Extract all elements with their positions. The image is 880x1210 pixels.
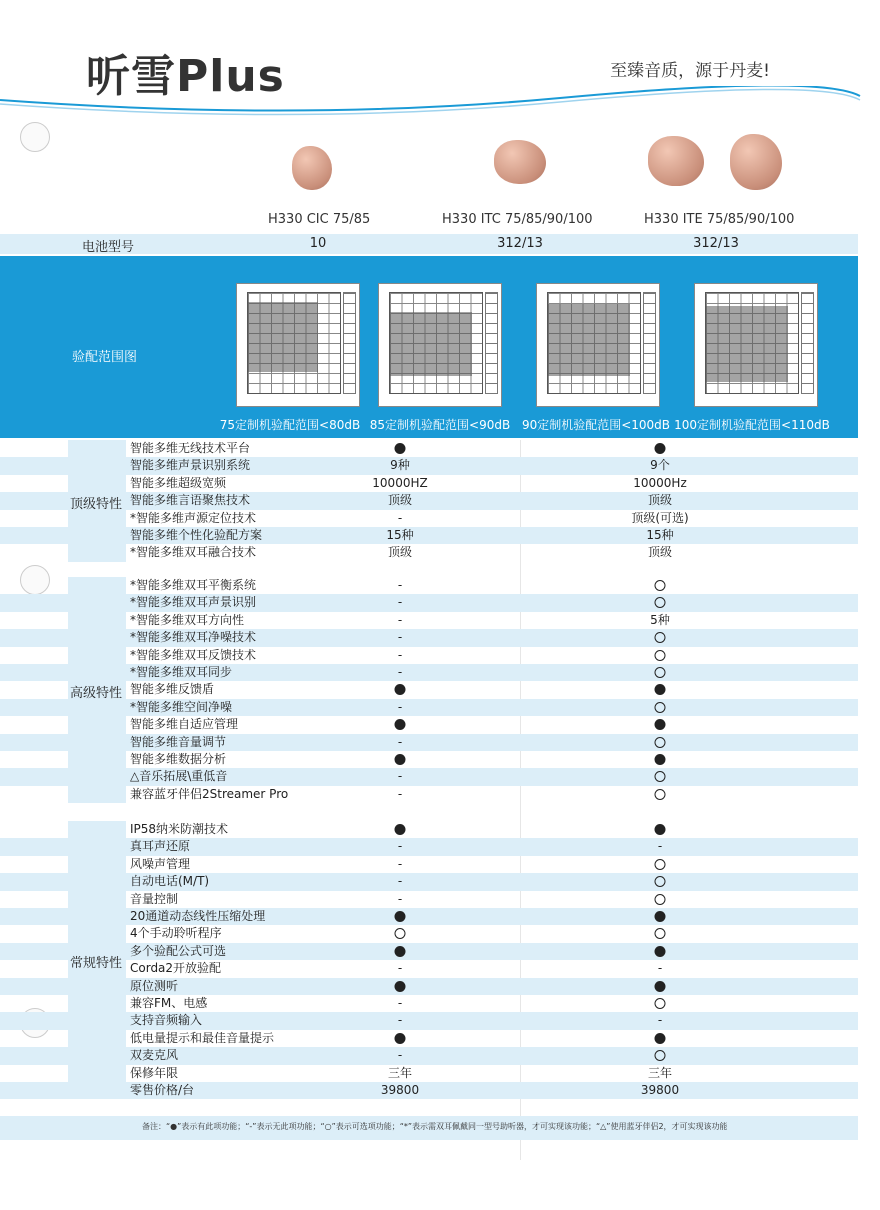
open-circle-icon — [655, 859, 666, 870]
feature-name: *智能多维双耳反馈技术 — [130, 647, 257, 662]
value-col-2: 顶级 — [647, 545, 673, 560]
filled-dot-icon — [395, 754, 406, 765]
battery-value-itc: 312/13 — [497, 236, 543, 251]
section-label: 顶级特性 — [70, 496, 123, 512]
feature-row — [0, 594, 858, 611]
value-col-2 — [655, 768, 666, 785]
open-circle-icon — [655, 876, 666, 887]
open-circle-icon — [655, 894, 666, 905]
feature-row — [0, 681, 858, 698]
open-circle-icon — [655, 928, 666, 939]
value-col-2: - — [657, 961, 663, 976]
value-col-1 — [395, 1030, 406, 1047]
value-col-1: - — [397, 665, 403, 679]
feature-name: 智能多维言语聚焦技术 — [130, 493, 251, 508]
filled-dot-icon — [655, 981, 666, 992]
feature-name: 低电量提示和最佳音量提示 — [130, 1030, 275, 1045]
value-col-1: - — [397, 856, 403, 871]
value-col-1: - — [397, 612, 403, 627]
value-col-2 — [655, 699, 666, 716]
feature-row — [0, 821, 858, 838]
open-circle-icon — [655, 597, 666, 608]
feature-row — [0, 527, 858, 544]
feature-row — [0, 1065, 858, 1082]
value-col-2 — [655, 856, 666, 873]
feature-name: 音量控制 — [130, 891, 179, 906]
value-col-2 — [655, 786, 666, 803]
itc-hearing-aid-image — [494, 140, 546, 184]
feature-row — [0, 891, 858, 908]
feature-name: 风噪声管理 — [130, 856, 191, 871]
value-col-1: - — [397, 1048, 403, 1063]
feature-name: *智能多维双耳融合技术 — [130, 545, 257, 560]
filled-dot-icon — [655, 684, 666, 695]
filled-dot-icon — [655, 946, 666, 957]
value-col-1 — [395, 440, 406, 457]
feature-row — [0, 1047, 858, 1064]
open-circle-icon — [655, 632, 666, 643]
feature-name: *智能多维空间净噪 — [130, 699, 233, 714]
feature-row — [0, 838, 858, 855]
value-col-1: 三年 — [387, 1065, 413, 1080]
header-wave-divider — [0, 86, 880, 126]
value-col-2 — [655, 1030, 666, 1047]
value-col-2 — [655, 925, 666, 942]
filled-dot-icon — [395, 911, 406, 922]
feature-name: 智能多维反馈盾 — [130, 682, 215, 697]
section-label: 高级特性 — [70, 686, 123, 702]
value-col-1: - — [397, 961, 403, 976]
value-col-1: 10000HZ — [372, 475, 428, 490]
value-col-1: - — [397, 510, 403, 525]
feature-row — [0, 475, 858, 492]
value-col-1 — [395, 908, 406, 925]
feature-row — [0, 856, 858, 873]
feature-name: △音乐拓展\重低音 — [130, 769, 228, 784]
value-col-2 — [655, 995, 666, 1012]
filled-dot-icon — [395, 684, 406, 695]
fitting-range-label: 验配范围图 — [72, 350, 138, 365]
feature-name: 兼容FM、电感 — [130, 996, 208, 1010]
battery-value-cic: 10 — [309, 236, 327, 251]
value-col-2 — [655, 681, 666, 698]
feature-row — [0, 925, 858, 942]
value-col-2: - — [657, 1013, 663, 1028]
feature-name: 智能多维数据分析 — [130, 752, 227, 766]
fit-range-90: 90定制机验配范围<100dB — [521, 418, 671, 432]
filled-dot-icon — [655, 719, 666, 730]
value-col-2: 15种 — [646, 528, 674, 542]
feature-name: 智能多维自适应管理 — [130, 717, 239, 732]
feature-row — [0, 716, 858, 733]
value-col-1 — [395, 943, 406, 960]
value-col-2: - — [657, 839, 663, 854]
value-col-2 — [655, 594, 666, 611]
feature-row — [0, 457, 858, 474]
feature-name: 自动电话(M/T) — [130, 874, 210, 889]
fitting-chart-90 — [536, 283, 660, 407]
open-circle-icon — [655, 702, 666, 713]
value-col-1: 9种 — [390, 458, 410, 473]
feature-row — [0, 699, 858, 716]
value-col-2 — [655, 751, 666, 768]
open-circle-icon — [655, 650, 666, 661]
feature-name: 原位测听 — [130, 978, 179, 993]
value-col-2: 顶级 — [647, 493, 673, 508]
open-circle-icon — [655, 789, 666, 800]
feature-name: 20通道动态线性压缩处理 — [130, 909, 266, 923]
value-col-1: - — [397, 891, 403, 906]
feature-name: *智能多维双耳方向性 — [130, 612, 245, 627]
binder-hole — [20, 122, 50, 152]
value-col-2 — [655, 647, 666, 664]
feature-row — [0, 995, 858, 1012]
value-col-2 — [655, 577, 666, 594]
feature-name: 真耳声还原 — [130, 839, 191, 854]
value-col-1: 15种 — [386, 528, 414, 542]
value-col-2: 39800 — [640, 1083, 680, 1097]
value-col-1 — [395, 978, 406, 995]
open-circle-icon — [655, 998, 666, 1009]
feature-name: Corda2开放验配 — [130, 961, 222, 976]
feature-name: 兼容蓝牙伴侣2Streamer Pro — [130, 786, 289, 801]
value-col-2 — [655, 821, 666, 838]
value-col-2 — [655, 891, 666, 908]
feature-row — [0, 664, 858, 681]
filled-dot-icon — [655, 443, 666, 454]
feature-name: 智能多维声景识别系统 — [130, 458, 251, 473]
feature-row — [0, 943, 858, 960]
value-col-2 — [655, 440, 666, 457]
open-circle-icon — [655, 667, 666, 678]
feature-row — [0, 440, 858, 457]
value-col-2 — [655, 873, 666, 890]
feature-name: 智能多维超级宽频 — [130, 475, 227, 490]
battery-value-ite: 312/13 — [693, 236, 739, 251]
feature-name: 智能多维无线技术平台 — [130, 441, 251, 455]
feature-name: 双麦克风 — [130, 1048, 179, 1063]
feature-row — [0, 577, 858, 594]
filled-dot-icon — [395, 443, 406, 454]
value-col-1: - — [397, 786, 403, 801]
value-col-1: 39800 — [380, 1083, 420, 1097]
value-col-1 — [395, 716, 406, 733]
filled-dot-icon — [395, 719, 406, 730]
value-col-1: - — [397, 578, 403, 592]
feature-row — [0, 960, 858, 977]
battery-label: 电池型号 — [82, 240, 135, 255]
fit-range-100: 100定制机验配范围<110dB — [674, 418, 830, 432]
value-col-1: - — [397, 699, 403, 714]
value-col-2 — [655, 664, 666, 681]
value-col-2: 10000Hz — [633, 475, 687, 490]
value-col-2: 三年 — [647, 1065, 673, 1080]
feature-name: *智能多维声源定位技术 — [130, 510, 257, 525]
feature-row — [0, 768, 858, 785]
filled-dot-icon — [395, 1033, 406, 1044]
fit-range-75: 75定制机验配范围<80dB — [219, 418, 361, 432]
open-circle-icon — [655, 737, 666, 748]
feature-row — [0, 734, 858, 751]
value-col-1 — [395, 821, 406, 838]
value-col-1: 顶级 — [387, 545, 413, 560]
fitting-chart-75 — [236, 283, 360, 407]
feature-name: 智能多维音量调节 — [130, 734, 227, 749]
value-col-2: 顶级(可选) — [631, 510, 689, 525]
value-col-1: 顶级 — [387, 493, 413, 508]
filled-dot-icon — [655, 1033, 666, 1044]
feature-row — [0, 612, 858, 629]
feature-name: IP58纳米防潮技术 — [130, 822, 229, 836]
feature-row — [0, 786, 858, 803]
value-col-2 — [655, 978, 666, 995]
value-col-1: - — [397, 595, 403, 610]
value-col-1 — [395, 751, 406, 768]
feature-row — [0, 1082, 858, 1099]
feature-row — [0, 908, 858, 925]
feature-name: 零售价格/台 — [130, 1083, 195, 1097]
value-col-1: - — [397, 647, 403, 662]
feature-name: 4个手动聆听程序 — [130, 926, 222, 941]
value-col-2 — [655, 716, 666, 733]
model-name-cic: H330 CIC 75/85 — [268, 212, 371, 227]
feature-row — [0, 510, 858, 527]
value-col-1 — [395, 681, 406, 698]
value-col-2 — [655, 629, 666, 646]
feature-row — [0, 751, 858, 768]
feature-row — [0, 978, 858, 995]
feature-row — [0, 629, 858, 646]
feature-name: *智能多维双耳同步 — [130, 665, 233, 679]
filled-dot-icon — [395, 824, 406, 835]
brand-title: 听雪Plus — [86, 51, 285, 102]
open-circle-icon — [655, 1050, 666, 1061]
value-col-1: - — [397, 874, 403, 889]
value-col-1 — [395, 925, 406, 942]
value-col-2: 5种 — [650, 612, 670, 627]
cic-hearing-aid-image — [292, 146, 332, 190]
value-col-2 — [655, 908, 666, 925]
model-name-itc: H330 ITC 75/85/90/100 — [442, 212, 593, 227]
feature-row — [0, 647, 858, 664]
value-col-1: - — [397, 734, 403, 749]
fitting-chart-100 — [694, 283, 818, 407]
ite-hearing-aid-image-side — [730, 134, 782, 190]
open-circle-icon — [655, 771, 666, 782]
filled-dot-icon — [655, 754, 666, 765]
filled-dot-icon — [655, 911, 666, 922]
value-col-1: - — [397, 630, 403, 645]
feature-row — [0, 873, 858, 890]
feature-name: 支持音频输入 — [130, 1013, 203, 1028]
value-col-2: 9个 — [650, 458, 670, 473]
value-col-1: - — [397, 996, 403, 1010]
open-circle-icon — [395, 928, 406, 939]
fit-range-85: 85定制机验配范围<90dB — [369, 418, 511, 432]
feature-name: *智能多维双耳净噪技术 — [130, 630, 257, 645]
feature-row — [0, 1012, 858, 1029]
section-label: 常规特性 — [70, 956, 123, 972]
ite-hearing-aid-image — [648, 136, 704, 186]
open-circle-icon — [655, 580, 666, 591]
value-col-2 — [655, 943, 666, 960]
feature-row — [0, 544, 858, 561]
feature-name: 保修年限 — [130, 1065, 179, 1080]
value-col-1: - — [397, 769, 403, 784]
value-col-1: - — [397, 839, 403, 854]
filled-dot-icon — [655, 824, 666, 835]
filled-dot-icon — [395, 946, 406, 957]
value-col-2 — [655, 734, 666, 751]
feature-name: 多个验配公式可选 — [130, 943, 227, 958]
feature-name: 智能多维个性化验配方案 — [130, 528, 263, 542]
feature-name: *智能多维双耳声景识别 — [130, 595, 257, 610]
legend-note: 备注：“●”表示有此项功能；“-”表示无此项功能；“○”表示可选项功能；“*”表示需双耳佩戴同一型号助听器，才可实现该功能；“△”使用蓝牙伴侣2，才可实现该功能 — [142, 1122, 728, 1131]
feature-row — [0, 492, 858, 509]
filled-dot-icon — [395, 981, 406, 992]
feature-name: *智能多维双耳平衡系统 — [130, 578, 257, 592]
model-name-ite: H330 ITE 75/85/90/100 — [644, 212, 795, 227]
slogan: 至臻音质，源于丹麦! — [610, 61, 770, 81]
feature-row — [0, 1030, 858, 1047]
value-col-1: - — [397, 1013, 403, 1028]
fitting-chart-85 — [378, 283, 502, 407]
value-col-2 — [655, 1047, 666, 1064]
